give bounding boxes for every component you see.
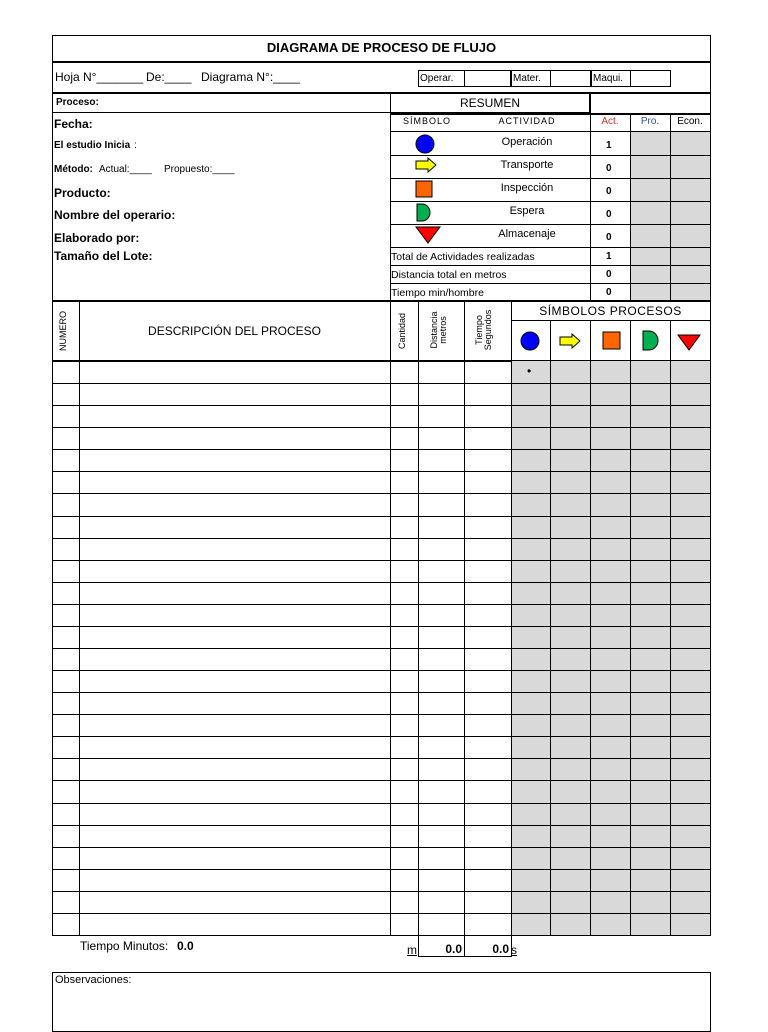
first-row-mark: •: [527, 364, 532, 378]
table-row-line: [52, 913, 711, 914]
observaciones-label: Observaciones:: [55, 974, 132, 986]
table-row-line: [52, 449, 711, 450]
col-distancia: Distancia metros: [429, 311, 449, 349]
resumen-col-econ: Econ.: [677, 116, 703, 127]
table-row-line: [52, 383, 711, 384]
simbolos-procesos-title: SÍMBOLOS PROCESOS: [539, 304, 682, 318]
total-distance-value: 0.0: [445, 942, 462, 956]
operario-label: Nombre del operario:: [54, 208, 176, 222]
transport-arrow-icon: [415, 157, 437, 178]
resumen-activity-count: 0: [606, 163, 612, 174]
col-descripcion: DESCRIPCIÓN DEL PROCESO: [148, 324, 321, 338]
estudio-colon: :: [134, 140, 137, 151]
meters-unit: m: [407, 943, 417, 957]
tiempo-minutos-label: Tiempo Minutos:: [80, 939, 169, 953]
table-row-line: [52, 582, 711, 583]
col-cantidad: Cantidad: [397, 312, 407, 350]
table-row-line: [52, 626, 711, 627]
table-row-line: [52, 714, 711, 715]
transport-arrow-icon: [559, 333, 581, 349]
resumen-total-value: 0: [606, 269, 612, 280]
resumen-total-label: Total de Actividades realizadas: [391, 251, 535, 263]
table-row-line: [52, 803, 711, 804]
table-row-line: [52, 736, 711, 737]
table-row-line: [52, 847, 711, 848]
storage-triangle-icon: [415, 226, 441, 249]
metodo-propuesto[interactable]: Propuesto:____: [164, 164, 235, 175]
seconds-unit: s: [511, 943, 517, 957]
storage-triangle-icon: [677, 334, 701, 351]
tiempo-minutos-value: 0.0: [177, 939, 194, 953]
table-row-line: [52, 825, 711, 826]
resumen-activity-name: Espera: [509, 205, 545, 217]
table-row-line: [52, 538, 711, 539]
table-row-line: [52, 780, 711, 781]
table-row-line: [52, 493, 711, 494]
resumen-activity-name: Operación: [501, 136, 553, 148]
producto-label: Producto:: [54, 186, 111, 200]
elaborado-label: Elaborado por:: [54, 231, 140, 245]
table-row-line: [52, 471, 711, 472]
resumen-total-label: Tiempo min/hombre: [391, 287, 484, 299]
table-row-line: [52, 692, 711, 693]
resumen-activity-name: Inspección: [500, 182, 554, 194]
resumen-title: RESUMEN: [459, 96, 520, 110]
table-row-line: [52, 891, 711, 892]
delay-d-icon: [641, 330, 660, 351]
lote-label: Tamaño del Lote:: [54, 249, 153, 263]
table-row-line: [52, 427, 711, 428]
hoja-field[interactable]: Hoja N°_______: [55, 70, 144, 84]
proceso-label: Proceso:: [56, 97, 99, 108]
table-row-line: [52, 604, 711, 605]
resumen-total-value: 0: [606, 287, 612, 298]
resumen-total-value: 1: [606, 251, 612, 262]
form-title: DIAGRAMA DE PROCESO DE FLUJO: [266, 40, 497, 55]
col-tiempo: Tiempo Segundos: [474, 309, 494, 351]
col-numero: NUMERO: [58, 311, 68, 351]
resumen-col-pro: Pro.: [640, 116, 660, 127]
table-row-line: [52, 869, 711, 870]
table-row-line: [52, 516, 711, 517]
resumen-col-simbolo: SÍMBOLO: [402, 116, 451, 126]
inspection-square-icon: [415, 180, 433, 203]
estudio-label: El estudio Inicia: [54, 140, 131, 151]
maqui-label: Maqui.: [593, 73, 624, 84]
resumen-activity-count: 1: [606, 140, 612, 151]
total-time-value: 0.0: [492, 942, 509, 956]
table-row-line: [52, 648, 711, 649]
table-row-line: [52, 758, 711, 759]
metodo-label: Método:: [54, 164, 93, 175]
mater-label: Mater.: [513, 73, 541, 84]
resumen-col-act: Act.: [601, 116, 619, 127]
resumen-activity-count: 0: [606, 186, 612, 197]
table-row-line: [52, 405, 711, 406]
de-field[interactable]: De:____: [146, 70, 192, 84]
operar-label: Operar.: [420, 73, 454, 84]
operation-circle-icon: [520, 331, 540, 351]
diagrama-field[interactable]: Diagrama N°:____: [201, 70, 300, 84]
fecha-label: Fecha:: [54, 117, 93, 131]
resumen-activity-count: 0: [606, 209, 612, 220]
observaciones-box[interactable]: [52, 972, 711, 1032]
table-row-line: [52, 560, 711, 561]
table-row-line: [52, 670, 711, 671]
inspection-square-icon: [602, 331, 621, 350]
resumen-activity-name: Almacenaje: [498, 228, 556, 240]
resumen-activity-count: 0: [606, 232, 612, 243]
metodo-actual[interactable]: Actual:____: [99, 164, 152, 175]
resumen-activity-name: Transporte: [500, 159, 554, 171]
resumen-col-actividad: ACTIVIDAD: [498, 116, 556, 126]
resumen-total-label: Distancia total en metros: [391, 269, 507, 281]
